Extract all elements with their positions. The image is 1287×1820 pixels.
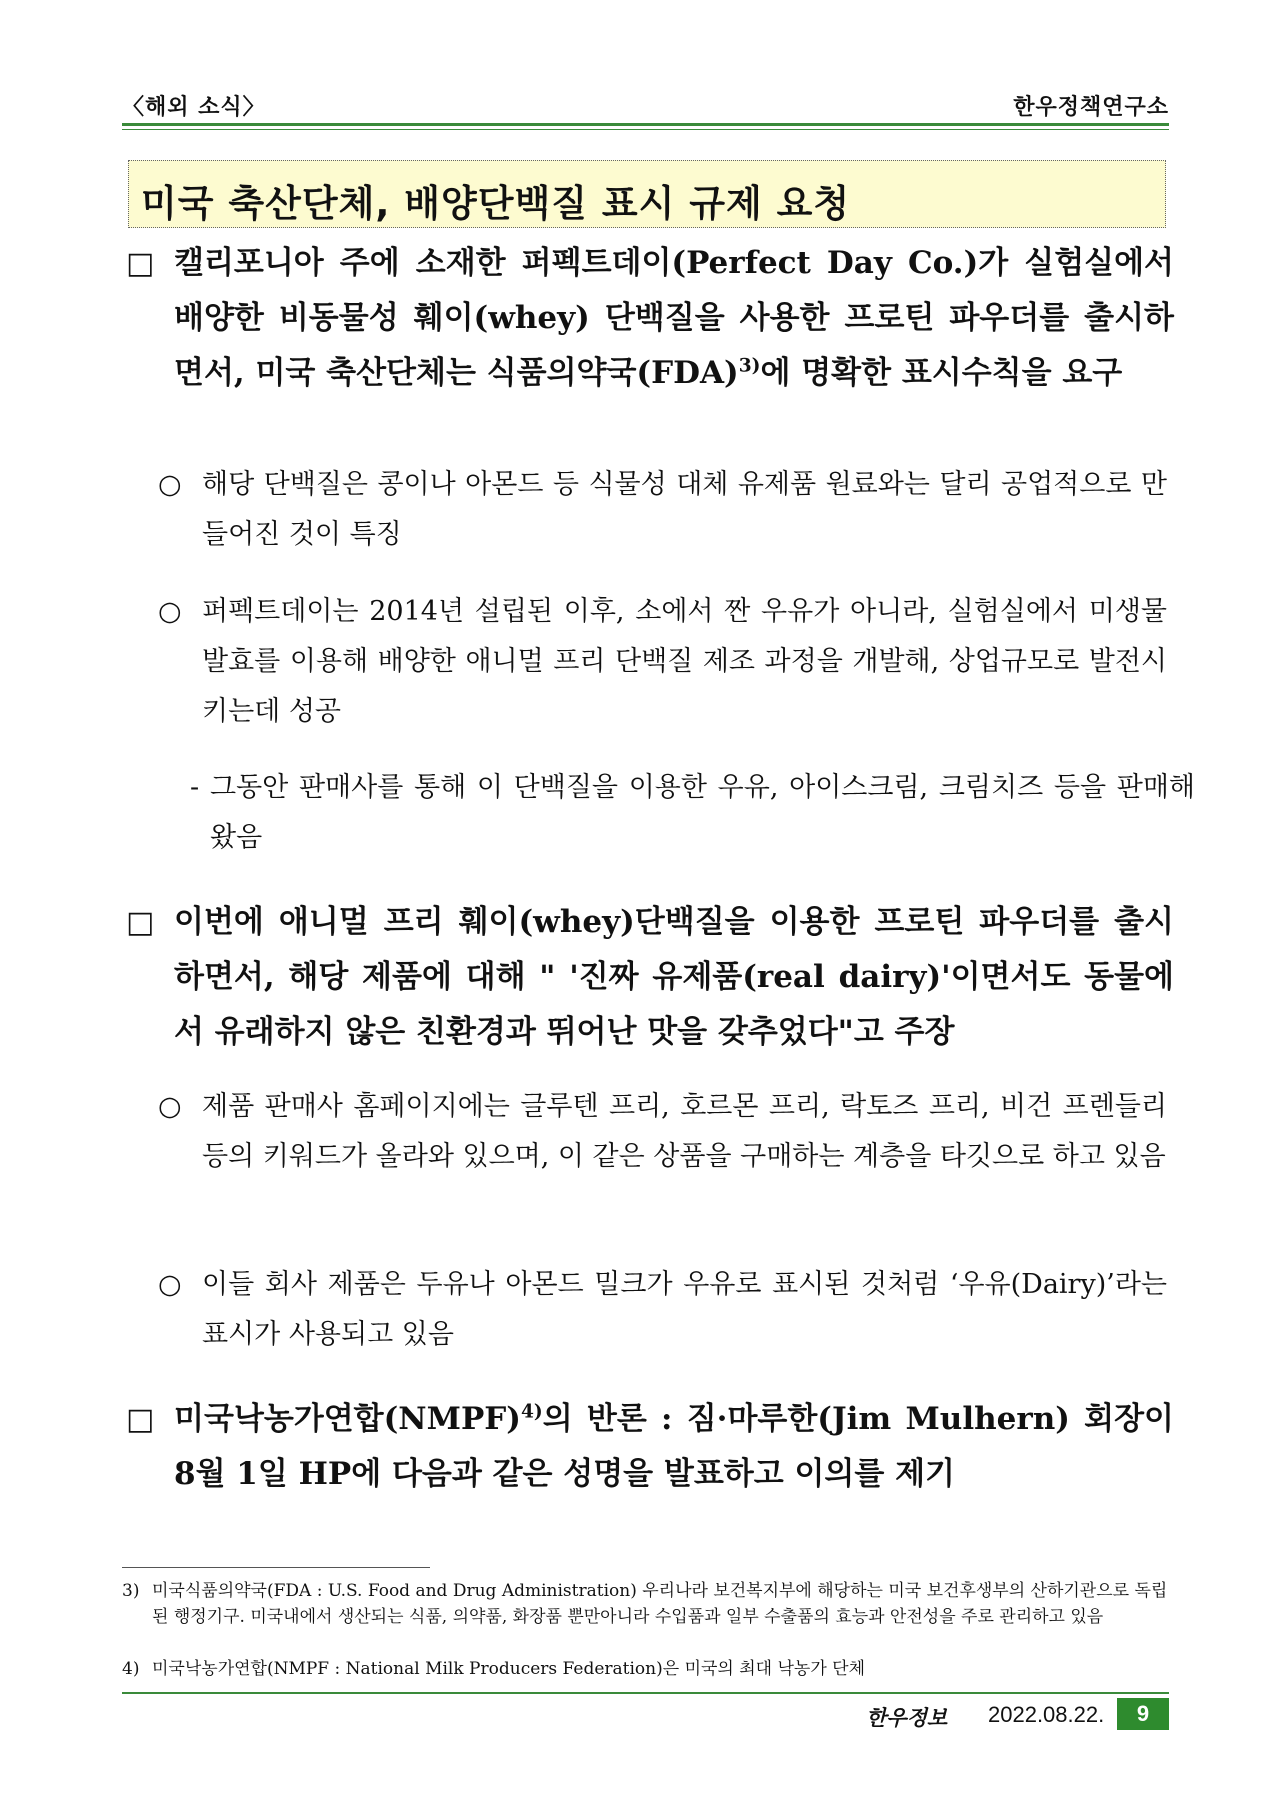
header-divider-thin — [122, 129, 1169, 130]
footnote-ref-4: 4) — [520, 1401, 543, 1423]
main-point-3-text: 미국낙농가연합(NMPF)$^{4)}$의 반론 : 짐·마루한(Jim Mulhern) 회장이 8월 1일 HP에 다음과 같은 성명을 발표하고 이의를 제기 — [174, 1401, 1174, 1492]
sub-point-1a-text: 해당 단백질은 콩이나 아몬드 등 식물성 대체 유제품 원료와는 달리 공업적으로 만들어진 것이 특징 — [202, 469, 1167, 550]
title-box — [128, 160, 1166, 228]
circle-bullet: ○ — [158, 469, 182, 500]
sub-point-1b-text: 퍼펙트데이는 2014년 설립된 이후, 소에서 짠 우유가 아니라, 실험실에서 미생물 발효를 이용해 배양한 애니멀 프리 단백질 제조 과정을 개발해, 상업규모로 발전시키는데 성공 — [202, 596, 1167, 727]
footnote-text: 미국낙농가연합(NMPF : National Milk Producers Federation)은 미국의 최대 낙농가 단체 — [152, 1659, 866, 1679]
detail-1b-text: 그동안 판매사를 통해 이 단백질을 이용한 우유, 아이스크림, 크림치즈 등을 판매해 왔음 — [210, 772, 1195, 853]
square-bullet: □ — [126, 905, 155, 940]
page-title: 미국 축산단체, 배양단백질 표시 규제 요청 — [141, 182, 851, 225]
square-bullet: □ — [126, 246, 155, 281]
section-label: 〈해외 소식〉 — [122, 95, 266, 120]
sub-point-2a-text: 제품 판매사 홈페이지에는 글루텐 프리, 호르몬 프리, 락토즈 프리, 비건 프렌들리 등의 키워드가 올라와 있으며, 이 같은 상품을 구매하는 계층을 타깃으로 하고 있음 — [202, 1091, 1167, 1172]
footnote-text: 미국식품의약국(FDA : U.S. Food and Drug Administration) 우리나라 보건복지부에 해당하는 미국 보건후생부의 산하기관으로 독립된 행정기구. 미국내에서 생산되는 식품, 의약품, 화장품 뿐만아니라 수입품과 일부 수출품의 효능과 안전성을 주로 관리하고 있음 — [152, 1581, 1168, 1627]
footnote-number: 3) — [122, 1581, 140, 1601]
sub-point-2b-text: 이들 회사 제품은 두유나 아몬드 밀크가 우유로 표시된 것처럼 ‘우유(Dairy)’라는 표시가 사용되고 있음 — [202, 1269, 1167, 1350]
circle-bullet: ○ — [158, 1091, 182, 1122]
footnote-number: 4) — [122, 1659, 140, 1679]
main-point-1-text: 캘리포니아 주에 소재한 퍼펙트데이(Perfect Day Co.)가 실험실에서 배양한 비동물성 훼이(whey) 단백질을 사용한 프로틴 파우더를 출시하면서, 미국 축산단체는 식품의약국(FDA)$^{3)}$에 명확한 표시수칙을 요구 — [174, 245, 1174, 391]
publication-date: 2022.08.22. — [988, 1702, 1105, 1727]
page-number: 9 — [1117, 1698, 1169, 1730]
footnote-divider — [122, 1567, 430, 1568]
footer-divider — [122, 1692, 1169, 1694]
organization-name: 한우정책연구소 — [1013, 95, 1169, 120]
circle-bullet: ○ — [158, 1269, 182, 1300]
footnote-ref-3: 3) — [738, 355, 761, 377]
header-divider — [122, 123, 1169, 126]
circle-bullet: ○ — [158, 596, 182, 627]
main-point-2-text: 이번에 애니멀 프리 훼이(whey)단백질을 이용한 프로틴 파우더를 출시하면서, 해당 제품에 대해 " '진짜 유제품(real dairy)'이면서도 동물에서 유래하지 않은 친환경과 뛰어난 맛을 갖추었다"고 주장 — [174, 904, 1174, 1050]
square-bullet: □ — [126, 1402, 155, 1437]
dash-bullet: - — [190, 772, 200, 803]
publication-name: 한우정보 — [866, 1706, 948, 1730]
